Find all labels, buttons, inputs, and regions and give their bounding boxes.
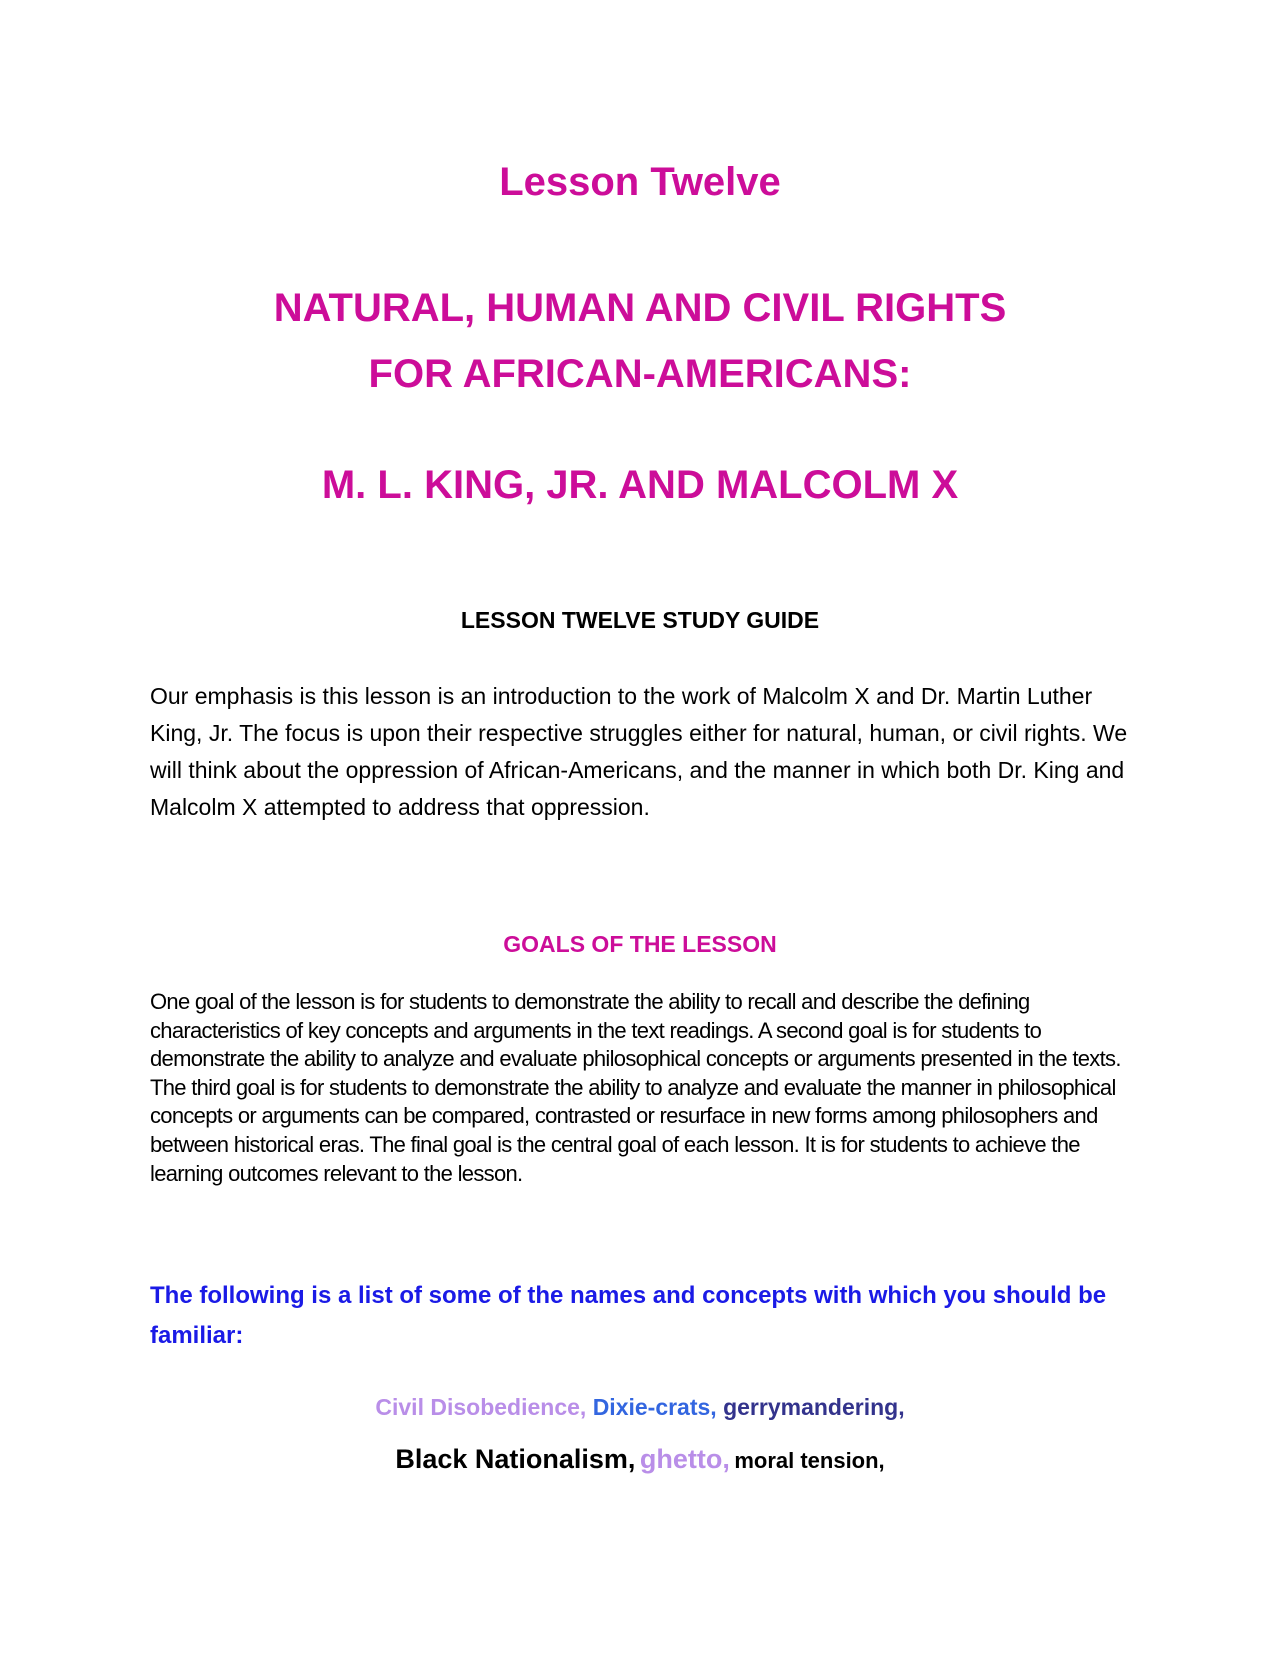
concepts-intro: The following is a list of some of the names and concepts with which you should be familiar: bbox=[150, 1282, 1107, 1349]
sub-title: M. L. KING, JR. AND MALCOLM X bbox=[321, 463, 959, 507]
concept-term: Dixie-crats, bbox=[592, 1394, 717, 1420]
concept-term: moral tension, bbox=[734, 1448, 885, 1473]
goals-text: One goal of the lesson is for students to demonstrate the ability to recall and describe the defining characteristics of key concepts and arguments in the text readings. A second goal is for students to demonstrate the ability to analyze and evaluate philosophical concepts or arguments presented in the texts. The third goal is for students to demonstrate the ability to analyze and evaluate the manner in philosophical concepts or arguments can be compared, contrasted or resurface in new forms among philosophers and between historical eras. The final goal is the central goal of each lesson. It is for students to achieve the learning outcomes relevant to the lesson. bbox=[150, 989, 1121, 1186]
concepts-line-1 bbox=[0, 1394, 1280, 1421]
study-guide-text: Our emphasis is this lesson is an introduction to the work of Malcolm X and Dr. Martin Luther King, Jr. The focus is upon their respective struggles either for natural, human, or civil rights. We will think about the oppression of African-Americans, and the manner in which both Dr. King and Malcolm X attempted to address that oppression. bbox=[150, 683, 1128, 820]
study-guide-heading: LESSON TWELVE STUDY GUIDE bbox=[460, 607, 820, 633]
concept-term: Civil Disobedience, bbox=[375, 1394, 587, 1420]
main-title bbox=[0, 275, 1280, 407]
main-title-line-2: FOR AFRICAN-AMERICANS: bbox=[368, 352, 912, 396]
lesson-title: Lesson Twelve bbox=[499, 160, 781, 204]
goals-heading: GOALS OF THE LESSON bbox=[503, 931, 777, 957]
concept-term: gerrymandering, bbox=[723, 1394, 905, 1420]
concept-term: ghetto, bbox=[639, 1444, 730, 1474]
concepts-line-2 bbox=[0, 1444, 1280, 1475]
concept-term: Black Nationalism, bbox=[395, 1444, 636, 1474]
main-title-line-1: NATURAL, HUMAN AND CIVIL RIGHTS bbox=[273, 286, 1007, 330]
